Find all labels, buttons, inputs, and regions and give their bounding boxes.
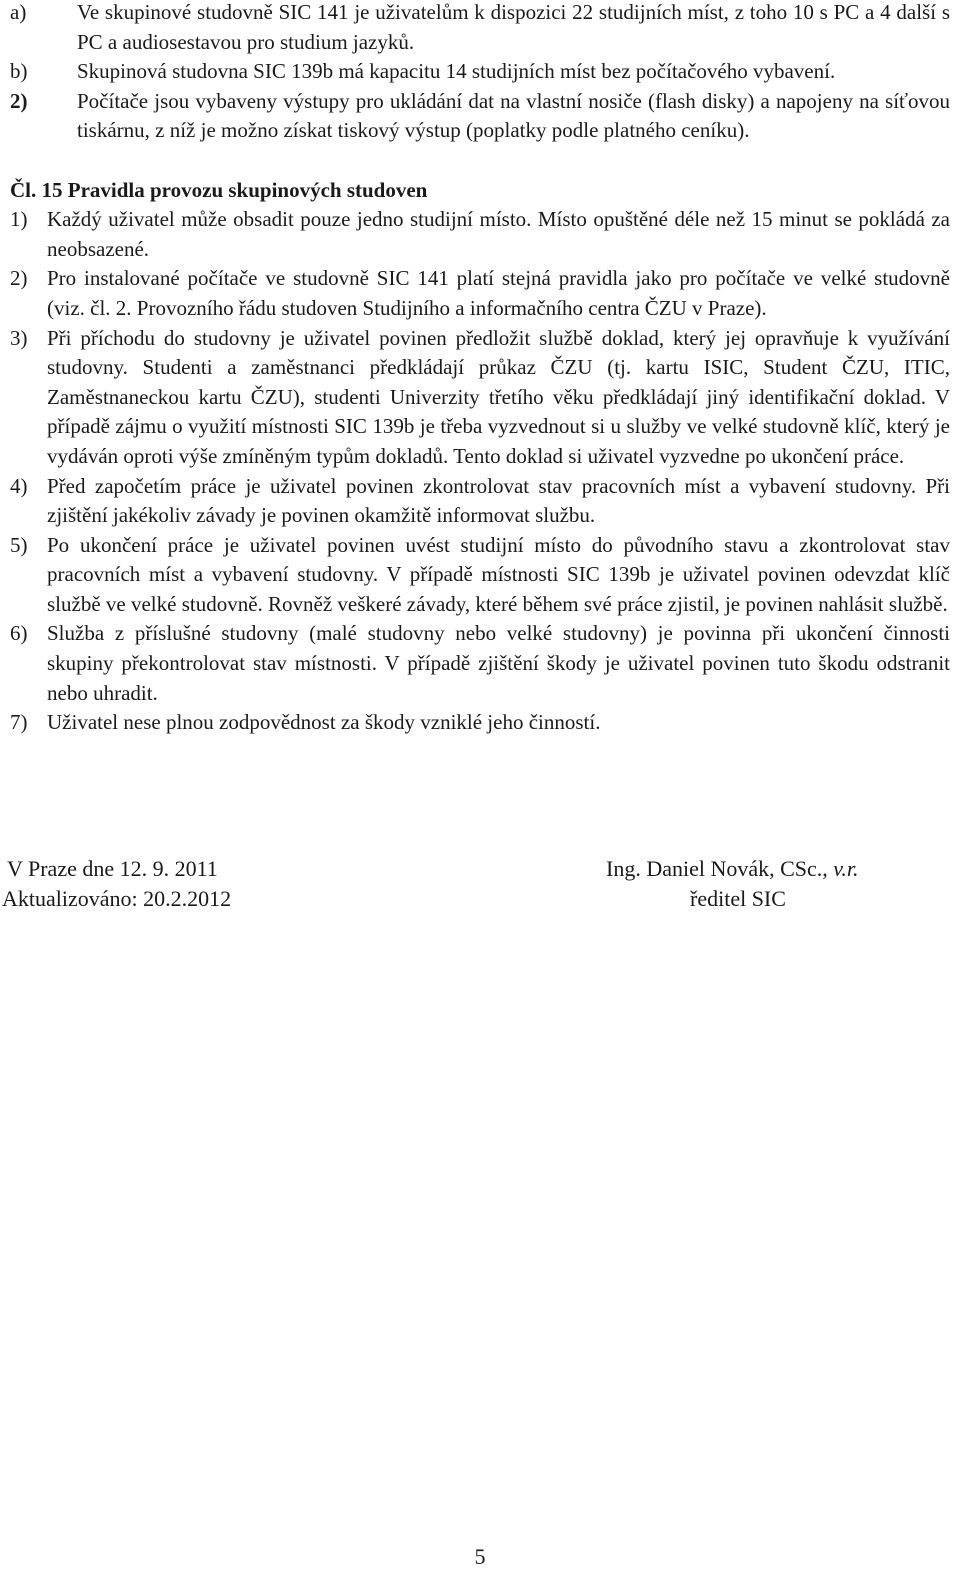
spacer <box>0 738 960 854</box>
item-text: Služba z příslušné studovny (malé studovny nebo velké studovny) je povinna při ukončení činnosti skupiny překontrolovat stav místnosti. V případě zjištění škody je uživatel povinen tuto škodu odstranit nebo uhradit. <box>47 621 950 705</box>
item-text: Před započetím práce je uživatel povinen zkontrolovat stav pracovních míst a vybavení studovny. Při zjištění jakékoliv závady je povinen okamžitě informovat službu. <box>47 473 950 528</box>
page-number: 5 <box>474 1544 486 1569</box>
updated-date: Aktualizováno: 20.2.2012 <box>2 885 232 911</box>
item-label: 5) <box>10 532 28 557</box>
item-label: 4) <box>10 473 28 498</box>
item-text: Po ukončení práce je uživatel povinen uvést studijní místo do původního stavu a zkontrolovat stav pracovních míst a vybavení studovny. V případě místnosti SIC 139b je uživatel povinen odevzdat klíč službě ve velké studovně. Rovněž veškeré závady, které během své práce zjistil, je povinen nahlásit službě. <box>47 532 950 616</box>
item-text: Při příchodu do studovny je uživatel povinen předložit službě doklad, který jej opravňuje k využívání studovny. Studenti a zaměstnanci předkládají průkaz ČZU (tj. kartu ISIC, Student ČZU, ITIC, Zaměstnaneckou kartu ČZU), studenti Univerzity třetího věku předkládají jiný identifikační doklad. V případě zájmu o využití místnosti SIC 139b je třeba vyzvednout si u služby ve velké studovně klíč, který je vydáván oproti výše zmíněným typům dokladů. Tento doklad si uživatel vyzvedne po ukončení práce. <box>47 325 950 468</box>
item-label: 2) <box>10 88 28 113</box>
article-heading: Čl. 15 Pravidla provozu skupinových studoven <box>10 177 428 202</box>
rule-item-2 <box>0 264 960 323</box>
item-label: a) <box>10 0 27 24</box>
rule-item-1 <box>0 205 960 264</box>
rule-item-6 <box>0 619 960 708</box>
item-text: Každý uživatel může obsadit pouze jedno studijní místo. Místo opuštěné déle než 15 minut se pokládá za neobsazené. <box>47 207 950 261</box>
rule-item-4 <box>0 472 960 531</box>
rule-item-5 <box>0 531 960 620</box>
item-label: 3) <box>10 325 28 350</box>
signature-row-2 <box>0 884 960 914</box>
signatory-name: Ing. Daniel Novák, CSc., <box>606 855 828 881</box>
item-label: 6) <box>10 621 28 646</box>
item-label: 1) <box>10 207 28 232</box>
item-label: 7) <box>10 710 28 735</box>
item-label: b) <box>10 59 28 84</box>
spacer <box>0 146 960 176</box>
item-text: Pro instalované počítače ve studovně SIC 141 platí stejná pravidla jako pro počítače ve velké studovně (viz. čl. 2. Provozního řádu studoven Studijního a informačního centra ČZU v Praze). <box>47 266 950 320</box>
place-date: V Praze dne 12. 9. 2011 <box>7 855 218 881</box>
item-label: 2) <box>10 266 28 291</box>
list-item-a <box>0 0 960 57</box>
item-text: Počítače jsou vybaveny výstupy pro ukládání dat na vlastní nosiče (flash disky) a napojeny na síťovou tiskárnu, z níž je možno získat tiskový výstup (poplatky podle platného ceníku). <box>77 88 950 143</box>
rule-item-3 <box>0 324 960 472</box>
signature-row-1 <box>0 854 960 884</box>
list-item-2 <box>0 87 960 146</box>
signatory-role: ředitel SIC <box>690 885 786 911</box>
signatory-vr: v.r. <box>833 855 859 881</box>
item-text: Uživatel nese plnou zodpovědnost za škody vzniklé jeho činností. <box>47 710 601 735</box>
rule-item-7 <box>0 708 960 738</box>
item-text: Skupinová studovna SIC 139b má kapacitu 14 studijních míst bez počítačového vybavení. <box>77 59 836 84</box>
signatory <box>606 854 859 884</box>
list-item-b <box>0 57 960 87</box>
item-text: Ve skupinové studovně SIC 141 je uživatelům k dispozici 22 studijních míst, z toho 10 s PC a 4 další s PC a audiosestavou pro studium jazyků. <box>77 0 950 54</box>
